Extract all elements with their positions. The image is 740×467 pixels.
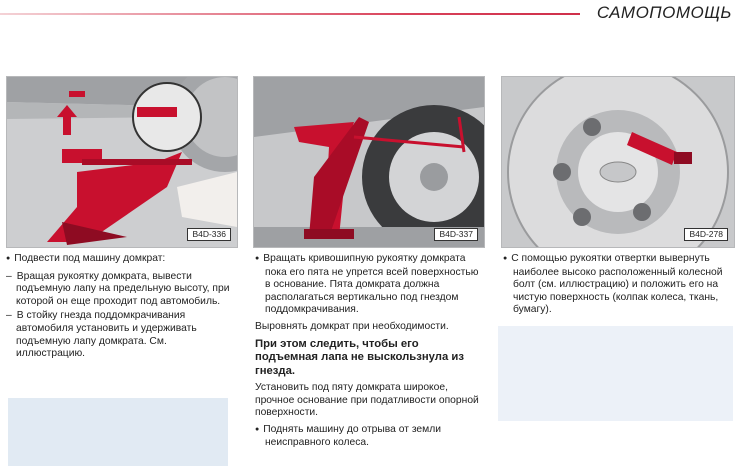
figure-code: B4D-336 — [187, 228, 231, 241]
figure-jack-raising — [253, 76, 485, 248]
text-column-1 — [6, 253, 238, 363]
text-column-2 — [255, 253, 483, 454]
instruction-bullet: ● Поднять машину до отрыва от земли неисправного колеса. — [255, 424, 483, 450]
instruction-bullet: ● Вращать кривошипную рукоятку домкрата пока его пята не упрется всей поверхностью в основание. Пята домкрата должна располагаться вертикально под гнездом поддомкрачивания. — [255, 253, 483, 317]
header-rule — [0, 13, 580, 15]
jack-placement-illustration — [7, 77, 237, 247]
figure-code: B4D-337 — [434, 228, 478, 241]
instruction-step: – В стойку гнезда поддомкрачивания автомобиля установить и удерживать подъемную лапу домкрата. См. иллюстрацию. — [6, 310, 238, 360]
show-through-left — [8, 398, 228, 466]
jack-raising-illustration — [254, 77, 484, 247]
warning-text: При этом следить, чтобы его подъемная лапа не выскользнула из гнезда. — [255, 337, 464, 377]
show-through-right — [498, 326, 733, 421]
instruction-step: – Вращая рукоятку домкрата, вывести подъемную лапу на предельную высоту, при которой он еще проходит под автомобиль. — [6, 271, 238, 309]
figure-code: B4D-278 — [684, 228, 728, 241]
section-title: САМОПОМОЩЬ — [596, 3, 732, 22]
figure-jack-placement — [6, 76, 238, 248]
wheel-bolt-illustration — [502, 77, 734, 247]
instruction-text: Выровнять домкрат при необходимости. — [255, 320, 449, 332]
text-column-3 — [503, 253, 735, 321]
instruction-bullet: ● С помощью рукоятки отвертки вывернуть наиболее высоко расположенный колесной болт (см. иллюстрацию) и положить его на чистую поверхность (колпак колеса, ткань, бумагу). — [503, 253, 735, 317]
instruction-bullet: ● Подвести под машину домкрат: — [6, 253, 238, 267]
instruction-text: Установить под пяту домкрата широкое, прочное основание при податливости опорной поверхности. — [255, 382, 479, 419]
figure-wheel-bolt — [501, 76, 735, 248]
